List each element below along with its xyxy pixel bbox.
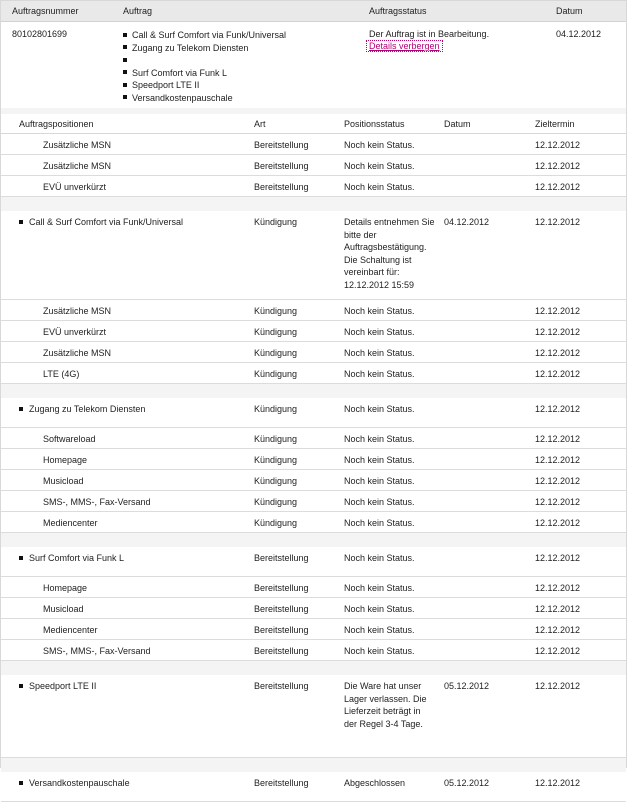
- position-target-date: 12.12.2012: [535, 497, 581, 507]
- bullet-icon: [19, 556, 23, 560]
- position-status: Abgeschlossen: [344, 778, 406, 788]
- group-divider: [1, 661, 626, 675]
- position-name: Zusätzliche MSN: [43, 140, 112, 150]
- table-row: [1, 470, 626, 491]
- table-row: [1, 428, 626, 449]
- position-group-row: [1, 547, 626, 577]
- position-group-row: [1, 772, 626, 802]
- table-row: [1, 512, 626, 533]
- position-target-date: 12.12.2012: [535, 583, 581, 593]
- order-table-header: [1, 1, 626, 22]
- position-name: Homepage: [43, 583, 88, 593]
- position-status: Noch kein Status.: [344, 161, 415, 171]
- position-date: 05.12.2012: [444, 681, 490, 691]
- bullet-icon: [19, 684, 23, 688]
- position-status: Noch kein Status.: [344, 646, 415, 656]
- order-number: 80102801699: [12, 29, 68, 39]
- position-status: Noch kein Status.: [344, 583, 415, 593]
- position-name: Mediencenter: [43, 518, 98, 528]
- position-type: Kündigung: [254, 217, 298, 227]
- table-row: [1, 300, 626, 321]
- group-divider: [1, 197, 626, 211]
- order-item: Versandkostenpauschale: [123, 92, 286, 105]
- position-type: Kündigung: [254, 306, 298, 316]
- order-item: Call & Surf Comfort via Funk/Universal: [123, 29, 286, 42]
- position-group-row: [1, 675, 626, 758]
- table-row: [1, 619, 626, 640]
- position-name: EVÜ unverkürzt: [43, 327, 107, 337]
- col-type: Art: [254, 119, 266, 129]
- position-target-date: 12.12.2012: [535, 553, 581, 563]
- hide-details-link[interactable]: Details verbergen: [366, 40, 443, 52]
- col-position-date: Datum: [444, 119, 471, 129]
- position-name: Zusätzliche MSN: [43, 306, 112, 316]
- position-status: Noch kein Status.: [344, 434, 415, 444]
- position-type: Kündigung: [254, 348, 298, 358]
- order-item: Speedport LTE II: [123, 79, 286, 92]
- position-status: Noch kein Status.: [344, 625, 415, 635]
- group-divider: [1, 533, 626, 547]
- position-name: Softwareload: [43, 434, 96, 444]
- position-type: Kündigung: [254, 369, 298, 379]
- position-target-date: 12.12.2012: [535, 778, 581, 788]
- table-row: [1, 363, 626, 384]
- position-status: Details entnehmen Sie bitte der Auftragsbestätigung. Die Schaltung ist vereinbart für: 12.12.2012 15:59: [344, 217, 435, 290]
- order-item: Surf Comfort via Funk L: [123, 67, 286, 80]
- position-target-date: 12.12.2012: [535, 140, 581, 150]
- position-date: 04.12.2012: [444, 217, 490, 227]
- position-group-row: [1, 398, 626, 428]
- bullet-icon: [123, 45, 127, 49]
- position-target-date: 12.12.2012: [535, 476, 581, 486]
- position-target-date: 12.12.2012: [535, 604, 581, 614]
- position-type: Bereitstellung: [254, 161, 309, 171]
- position-group-row: [1, 211, 626, 300]
- position-status: Noch kein Status.: [344, 369, 415, 379]
- position-target-date: 12.12.2012: [535, 681, 581, 691]
- position-name: Call & Surf Comfort via Funk/Universal: [19, 216, 183, 229]
- position-type: Kündigung: [254, 476, 298, 486]
- order-items-list: [123, 29, 286, 104]
- position-name: SMS-, MMS-, Fax-Versand: [43, 646, 151, 656]
- position-name: Mediencenter: [43, 625, 98, 635]
- group-divider: [1, 384, 626, 398]
- order-date: 04.12.2012: [556, 29, 602, 39]
- position-name: Zugang zu Telekom Diensten: [19, 403, 145, 416]
- position-date: 05.12.2012: [444, 778, 490, 788]
- position-name: Versandkostenpauschale: [19, 777, 130, 790]
- position-type: Bereitstellung: [254, 778, 309, 788]
- col-order-number: Auftragsnummer: [12, 6, 79, 16]
- position-status: Noch kein Status.: [344, 404, 415, 414]
- bullet-icon: [123, 95, 127, 99]
- bullet-icon: [123, 58, 127, 62]
- position-type: Kündigung: [254, 518, 298, 528]
- position-type: Bereitstellung: [254, 140, 309, 150]
- col-date: Datum: [556, 6, 583, 16]
- position-target-date: 12.12.2012: [535, 646, 581, 656]
- position-status: Noch kein Status.: [344, 182, 415, 192]
- col-target-date: Zieltermin: [535, 119, 575, 129]
- position-name: SMS-, MMS-, Fax-Versand: [43, 497, 151, 507]
- position-name: Musicload: [43, 604, 84, 614]
- table-row: [1, 640, 626, 661]
- bullet-icon: [123, 70, 127, 74]
- order-item: Zugang zu Telekom Diensten: [123, 42, 286, 55]
- position-status: Noch kein Status.: [344, 306, 415, 316]
- position-target-date: 12.12.2012: [535, 348, 581, 358]
- position-target-date: 12.12.2012: [535, 625, 581, 635]
- positions-table: [1, 134, 626, 802]
- position-type: Kündigung: [254, 434, 298, 444]
- position-type: Bereitstellung: [254, 182, 309, 192]
- position-status: Noch kein Status.: [344, 497, 415, 507]
- position-type: Kündigung: [254, 327, 298, 337]
- position-type: Bereitstellung: [254, 681, 309, 691]
- position-target-date: 12.12.2012: [535, 455, 581, 465]
- position-type: Kündigung: [254, 404, 298, 414]
- position-status: Die Ware hat unser Lager verlassen. Die Lieferzeit beträgt in der Regel 3-4 Tage.: [344, 681, 427, 729]
- position-target-date: 12.12.2012: [535, 404, 581, 414]
- position-name: Homepage: [43, 455, 88, 465]
- position-status: Noch kein Status.: [344, 140, 415, 150]
- order-status-text: Der Auftrag ist in Bearbeitung.: [369, 29, 490, 39]
- col-positions: Auftragspositionen: [19, 119, 94, 129]
- table-row: [1, 449, 626, 470]
- position-name: Zusätzliche MSN: [43, 161, 112, 171]
- bullet-icon: [19, 220, 23, 224]
- col-order-status: Auftragsstatus: [369, 6, 427, 16]
- position-type: Kündigung: [254, 497, 298, 507]
- table-row: [1, 176, 626, 197]
- position-name: EVÜ unverkürzt: [43, 182, 107, 192]
- order-item: [123, 54, 286, 67]
- position-name: Speedport LTE II: [19, 680, 96, 693]
- position-type: Bereitstellung: [254, 583, 309, 593]
- position-status: Noch kein Status.: [344, 455, 415, 465]
- position-target-date: 12.12.2012: [535, 306, 581, 316]
- table-row: [1, 577, 626, 598]
- table-row: [1, 598, 626, 619]
- position-status: Noch kein Status.: [344, 348, 415, 358]
- table-row: [1, 491, 626, 512]
- position-status: Noch kein Status.: [344, 604, 415, 614]
- position-target-date: 12.12.2012: [535, 161, 581, 171]
- position-target-date: 12.12.2012: [535, 518, 581, 528]
- position-target-date: 12.12.2012: [535, 182, 581, 192]
- bullet-icon: [123, 33, 127, 37]
- order-row: [1, 22, 626, 108]
- position-target-date: 12.12.2012: [535, 369, 581, 379]
- table-row: [1, 155, 626, 176]
- position-name: Musicload: [43, 476, 84, 486]
- table-row: [1, 134, 626, 155]
- position-target-date: 12.12.2012: [535, 217, 581, 227]
- position-type: Bereitstellung: [254, 553, 309, 563]
- position-name: Surf Comfort via Funk L: [19, 552, 124, 565]
- position-target-date: 12.12.2012: [535, 434, 581, 444]
- position-name: Zusätzliche MSN: [43, 348, 112, 358]
- positions-header: [1, 114, 626, 134]
- col-position-status: Positionsstatus: [344, 119, 405, 129]
- position-status: Noch kein Status.: [344, 553, 415, 563]
- position-status: Noch kein Status.: [344, 476, 415, 486]
- bullet-icon: [123, 83, 127, 87]
- position-type: Kündigung: [254, 455, 298, 465]
- table-row: [1, 342, 626, 363]
- bullet-icon: [19, 407, 23, 411]
- position-status: Noch kein Status.: [344, 518, 415, 528]
- bullet-icon: [19, 781, 23, 785]
- position-type: Bereitstellung: [254, 625, 309, 635]
- position-target-date: 12.12.2012: [535, 327, 581, 337]
- position-type: Bereitstellung: [254, 604, 309, 614]
- col-order: Auftrag: [123, 6, 153, 16]
- position-name: LTE (4G): [43, 369, 80, 379]
- group-divider: [1, 758, 626, 772]
- position-status: Noch kein Status.: [344, 327, 415, 337]
- table-row: [1, 321, 626, 342]
- position-type: Bereitstellung: [254, 646, 309, 656]
